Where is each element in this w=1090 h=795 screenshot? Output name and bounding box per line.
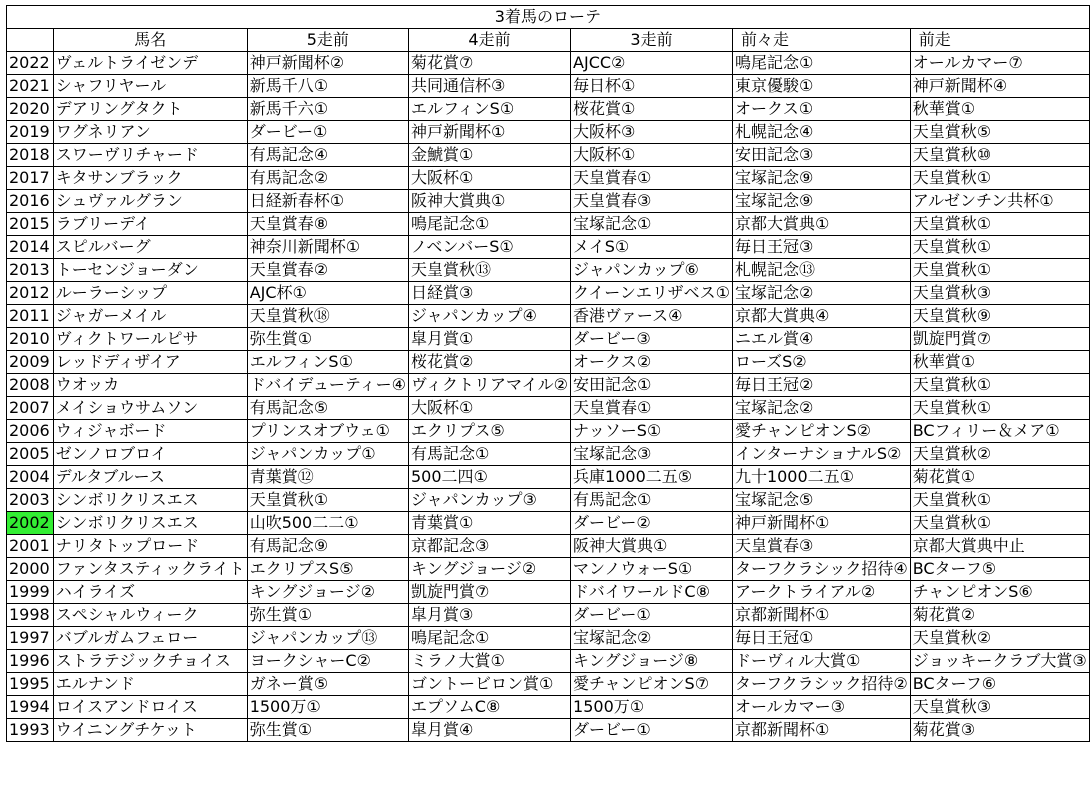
horse-name-cell[interactable]: デルタブルース bbox=[53, 466, 247, 489]
run5-cell[interactable]: ヨークシャーC② bbox=[247, 650, 408, 673]
table-row bbox=[7, 581, 1090, 604]
horse-name-cell[interactable]: シャフリヤール bbox=[53, 75, 247, 98]
run4-cell[interactable]: ジャパンカップ④ bbox=[408, 305, 570, 328]
run3-cell[interactable]: 有馬記念① bbox=[571, 489, 733, 512]
table-title[interactable]: 3着馬のローテ bbox=[7, 6, 1090, 29]
horse-name-cell[interactable]: シンボリクリスエス bbox=[53, 489, 247, 512]
year-cell[interactable]: 2017 bbox=[7, 167, 54, 190]
run5-cell[interactable]: 天皇賞秋① bbox=[247, 489, 408, 512]
run5-cell[interactable]: 神戸新聞杯② bbox=[247, 52, 408, 75]
run5-cell[interactable]: AJC杯① bbox=[247, 282, 408, 305]
run4-cell[interactable]: 500二四① bbox=[408, 466, 570, 489]
table-row bbox=[7, 121, 1090, 144]
run3-cell[interactable]: ナッソーS① bbox=[571, 420, 733, 443]
run3-cell[interactable]: 桜花賞① bbox=[571, 98, 733, 121]
last-run-cell[interactable]: 天皇賞秋② bbox=[910, 627, 1089, 650]
year-cell[interactable]: 2005 bbox=[7, 443, 54, 466]
year-cell[interactable]: 1999 bbox=[7, 581, 54, 604]
table-row bbox=[7, 420, 1090, 443]
horse-name-cell[interactable]: ロイスアンドロイス bbox=[53, 696, 247, 719]
run3-cell[interactable]: マンノウォーS① bbox=[571, 558, 733, 581]
last-run-cell[interactable]: 秋華賞① bbox=[910, 351, 1089, 374]
run3-cell[interactable]: ジャパンカップ⑥ bbox=[571, 259, 733, 282]
year-cell[interactable]: 1997 bbox=[7, 627, 54, 650]
run2-cell[interactable]: 神戸新聞杯① bbox=[732, 512, 910, 535]
run3-cell[interactable]: メイS① bbox=[571, 236, 733, 259]
run3-cell[interactable]: ダービー③ bbox=[571, 328, 733, 351]
last-run-cell[interactable]: 菊花賞① bbox=[910, 466, 1089, 489]
run4-cell[interactable]: エクリプス⑤ bbox=[408, 420, 570, 443]
run4-cell[interactable]: 天皇賞秋⑬ bbox=[408, 259, 570, 282]
horse-name-cell[interactable]: バブルガムフェロー bbox=[53, 627, 247, 650]
run5-cell[interactable]: ガネー賞⑤ bbox=[247, 673, 408, 696]
run5-cell[interactable]: 天皇賞秋⑱ bbox=[247, 305, 408, 328]
horse-name-cell[interactable]: メイショウサムソン bbox=[53, 397, 247, 420]
year-cell[interactable]: 2009 bbox=[7, 351, 54, 374]
last-run-cell[interactable]: ジョッキークラブ大賞③ bbox=[910, 650, 1089, 673]
last-run-cell[interactable]: 天皇賞秋① bbox=[910, 236, 1089, 259]
run4-cell[interactable]: 菊花賞⑦ bbox=[408, 52, 570, 75]
year-cell[interactable]: 2002 bbox=[7, 512, 54, 535]
run5-cell[interactable]: 有馬記念② bbox=[247, 167, 408, 190]
run2-cell[interactable]: 宝塚記念⑨ bbox=[732, 167, 910, 190]
horse-name-cell[interactable]: ウオッカ bbox=[53, 374, 247, 397]
title-row bbox=[7, 6, 1090, 29]
horse-name-cell[interactable]: ヴィクトワールピサ bbox=[53, 328, 247, 351]
last-run-cell[interactable]: アルゼンチン共杯① bbox=[910, 190, 1089, 213]
run5-cell[interactable]: キングジョージ② bbox=[247, 581, 408, 604]
run2-cell[interactable]: 毎日王冠② bbox=[732, 374, 910, 397]
table-row bbox=[7, 489, 1090, 512]
last-run-cell[interactable]: 天皇賞秋① bbox=[910, 167, 1089, 190]
run3-cell[interactable]: ダービー① bbox=[571, 719, 733, 742]
run2-cell[interactable]: 東京優駿① bbox=[732, 75, 910, 98]
header-row bbox=[7, 29, 1090, 52]
table-row bbox=[7, 351, 1090, 374]
run3-cell[interactable]: 1500万① bbox=[571, 696, 733, 719]
header-cell-run5[interactable]: 5走前 bbox=[247, 29, 408, 52]
year-cell[interactable]: 2022 bbox=[7, 52, 54, 75]
run3-cell[interactable]: 愛チャンピオンS⑦ bbox=[571, 673, 733, 696]
run5-cell[interactable]: エルフィンS① bbox=[247, 351, 408, 374]
run2-cell[interactable]: 愛チャンピオンS② bbox=[732, 420, 910, 443]
run2-cell[interactable]: 京都大賞典① bbox=[732, 213, 910, 236]
horse-name-cell[interactable]: シュヴァルグラン bbox=[53, 190, 247, 213]
run3-cell[interactable]: 毎日杯① bbox=[571, 75, 733, 98]
run2-cell[interactable]: 京都新聞杯① bbox=[732, 719, 910, 742]
run2-cell[interactable]: ターフクラシック招待④ bbox=[732, 558, 910, 581]
run4-cell[interactable]: 鳴尾記念① bbox=[408, 213, 570, 236]
horse-name-cell[interactable]: スワーヴリチャード bbox=[53, 144, 247, 167]
horse-name-cell[interactable]: ゼンノロブロイ bbox=[53, 443, 247, 466]
run2-cell[interactable]: ニエル賞④ bbox=[732, 328, 910, 351]
run5-cell[interactable]: 弥生賞① bbox=[247, 328, 408, 351]
run2-cell[interactable]: 安田記念③ bbox=[732, 144, 910, 167]
year-cell[interactable]: 2020 bbox=[7, 98, 54, 121]
last-run-cell[interactable]: 天皇賞秋① bbox=[910, 374, 1089, 397]
run3-cell[interactable]: キングジョージ⑧ bbox=[571, 650, 733, 673]
run2-cell[interactable]: 鳴尾記念① bbox=[732, 52, 910, 75]
table-row bbox=[7, 604, 1090, 627]
run3-cell[interactable]: 宝塚記念① bbox=[571, 213, 733, 236]
run2-cell[interactable]: 京都大賞典④ bbox=[732, 305, 910, 328]
run4-cell[interactable]: 阪神大賞典① bbox=[408, 190, 570, 213]
run5-cell[interactable]: 山吹500二二① bbox=[247, 512, 408, 535]
run4-cell[interactable]: 皐月賞① bbox=[408, 328, 570, 351]
horse-name-cell[interactable]: トーセンジョーダン bbox=[53, 259, 247, 282]
year-cell[interactable]: 2021 bbox=[7, 75, 54, 98]
run5-cell[interactable]: エクリプスS⑤ bbox=[247, 558, 408, 581]
rotation-table bbox=[6, 5, 1090, 742]
year-cell[interactable]: 2018 bbox=[7, 144, 54, 167]
horse-name-cell[interactable]: ウィジャボード bbox=[53, 420, 247, 443]
run5-cell[interactable]: 新馬千六① bbox=[247, 98, 408, 121]
table-row bbox=[7, 374, 1090, 397]
header-cell-run2[interactable]: 前々走 bbox=[732, 29, 910, 52]
run5-cell[interactable]: 弥生賞① bbox=[247, 604, 408, 627]
table-row bbox=[7, 282, 1090, 305]
run2-cell[interactable]: ターフクラシック招待② bbox=[732, 673, 910, 696]
run4-cell[interactable]: エルフィンS① bbox=[408, 98, 570, 121]
run2-cell[interactable]: 宝塚記念⑨ bbox=[732, 190, 910, 213]
run5-cell[interactable]: 日経新春杯① bbox=[247, 190, 408, 213]
run3-cell[interactable]: 天皇賞春① bbox=[571, 167, 733, 190]
run3-cell[interactable]: オークス② bbox=[571, 351, 733, 374]
run5-cell[interactable]: 1500万① bbox=[247, 696, 408, 719]
horse-name-cell[interactable]: エルナンド bbox=[53, 673, 247, 696]
run2-cell[interactable]: アークトライアル② bbox=[732, 581, 910, 604]
run5-cell[interactable]: 有馬記念⑤ bbox=[247, 397, 408, 420]
year-cell[interactable]: 1998 bbox=[7, 604, 54, 627]
last-run-cell[interactable]: 天皇賞秋② bbox=[910, 443, 1089, 466]
last-run-cell[interactable]: 凱旋門賞⑦ bbox=[910, 328, 1089, 351]
run2-cell[interactable]: 宝塚記念② bbox=[732, 282, 910, 305]
year-cell[interactable]: 2015 bbox=[7, 213, 54, 236]
run4-cell[interactable]: 金鯱賞① bbox=[408, 144, 570, 167]
table-row bbox=[7, 627, 1090, 650]
table-row bbox=[7, 167, 1090, 190]
table-row bbox=[7, 397, 1090, 420]
run3-cell[interactable]: 安田記念① bbox=[571, 374, 733, 397]
run4-cell[interactable]: 大阪杯① bbox=[408, 397, 570, 420]
run2-cell[interactable]: 毎日王冠① bbox=[732, 627, 910, 650]
run5-cell[interactable]: 青葉賞⑫ bbox=[247, 466, 408, 489]
run2-cell[interactable]: 天皇賞春③ bbox=[732, 535, 910, 558]
table-row bbox=[7, 673, 1090, 696]
run4-cell[interactable]: ヴィクトリアマイル② bbox=[408, 374, 570, 397]
run5-cell[interactable]: ジャパンカップ① bbox=[247, 443, 408, 466]
last-run-cell[interactable]: 京都大賞典中止 bbox=[910, 535, 1089, 558]
table-row bbox=[7, 190, 1090, 213]
header-cell-year[interactable] bbox=[7, 29, 54, 52]
run3-cell[interactable]: ドバイワールドC⑧ bbox=[571, 581, 733, 604]
horse-name-cell[interactable]: スピルバーグ bbox=[53, 236, 247, 259]
table-row bbox=[7, 512, 1090, 535]
run2-cell[interactable]: 札幌記念⑬ bbox=[732, 259, 910, 282]
run5-cell[interactable]: 弥生賞① bbox=[247, 719, 408, 742]
horse-name-cell[interactable]: ハイライズ bbox=[53, 581, 247, 604]
run4-cell[interactable]: 有馬記念① bbox=[408, 443, 570, 466]
run4-cell[interactable]: 共同通信杯③ bbox=[408, 75, 570, 98]
run3-cell[interactable]: AJCC② bbox=[571, 52, 733, 75]
run2-cell[interactable]: 九十1000二五① bbox=[732, 466, 910, 489]
run2-cell[interactable]: オールカマー③ bbox=[732, 696, 910, 719]
table-row bbox=[7, 443, 1090, 466]
last-run-cell[interactable]: BCターフ⑤ bbox=[910, 558, 1089, 581]
run4-cell[interactable]: 鳴尾記念① bbox=[408, 627, 570, 650]
run2-cell[interactable]: 毎日王冠③ bbox=[732, 236, 910, 259]
run3-cell[interactable]: ダービー① bbox=[571, 604, 733, 627]
horse-name-cell[interactable]: スペシャルウィーク bbox=[53, 604, 247, 627]
last-run-cell[interactable]: 神戸新聞杯④ bbox=[910, 75, 1089, 98]
run2-cell[interactable]: オークス① bbox=[732, 98, 910, 121]
year-cell[interactable]: 2001 bbox=[7, 535, 54, 558]
horse-name-cell[interactable]: シンボリクリスエス bbox=[53, 512, 247, 535]
run2-cell[interactable]: ドーヴィル大賞① bbox=[732, 650, 910, 673]
year-cell[interactable]: 2006 bbox=[7, 420, 54, 443]
last-run-cell[interactable]: 秋華賞① bbox=[910, 98, 1089, 121]
run4-cell[interactable]: 凱旋門賞⑦ bbox=[408, 581, 570, 604]
year-cell[interactable]: 2003 bbox=[7, 489, 54, 512]
run5-cell[interactable]: ダービー① bbox=[247, 121, 408, 144]
run2-cell[interactable]: 宝塚記念② bbox=[732, 397, 910, 420]
run2-cell[interactable]: 札幌記念④ bbox=[732, 121, 910, 144]
year-cell[interactable]: 2010 bbox=[7, 328, 54, 351]
year-cell[interactable]: 2014 bbox=[7, 236, 54, 259]
horse-name-cell[interactable]: キタサンブラック bbox=[53, 167, 247, 190]
run5-cell[interactable]: 新馬千八① bbox=[247, 75, 408, 98]
run2-cell[interactable]: 京都新聞杯① bbox=[732, 604, 910, 627]
run5-cell[interactable]: 天皇賞春② bbox=[247, 259, 408, 282]
horse-name-cell[interactable]: ヴェルトライゼンデ bbox=[53, 52, 247, 75]
run5-cell[interactable]: ジャパンカップ⑬ bbox=[247, 627, 408, 650]
last-run-cell[interactable]: 天皇賞秋⑩ bbox=[910, 144, 1089, 167]
run4-cell[interactable]: 京都記念③ bbox=[408, 535, 570, 558]
last-run-cell[interactable]: 天皇賞秋③ bbox=[910, 696, 1089, 719]
horse-name-cell[interactable]: ルーラーシップ bbox=[53, 282, 247, 305]
last-run-cell[interactable]: BCターフ⑥ bbox=[910, 673, 1089, 696]
horse-name-cell[interactable]: デアリングタクト bbox=[53, 98, 247, 121]
horse-name-cell[interactable]: ジャガーメイル bbox=[53, 305, 247, 328]
run5-cell[interactable]: 有馬記念④ bbox=[247, 144, 408, 167]
run5-cell[interactable]: 天皇賞春⑧ bbox=[247, 213, 408, 236]
run2-cell[interactable]: ローズS② bbox=[732, 351, 910, 374]
table-row bbox=[7, 466, 1090, 489]
run4-cell[interactable]: 青葉賞① bbox=[408, 512, 570, 535]
run4-cell[interactable]: ノベンバーS① bbox=[408, 236, 570, 259]
run4-cell[interactable]: ゴントービロン賞① bbox=[408, 673, 570, 696]
run5-cell[interactable]: 有馬記念⑨ bbox=[247, 535, 408, 558]
year-cell[interactable]: 1993 bbox=[7, 719, 54, 742]
run3-cell[interactable]: 阪神大賞典① bbox=[571, 535, 733, 558]
year-cell[interactable]: 2016 bbox=[7, 190, 54, 213]
last-run-cell[interactable]: 菊花賞③ bbox=[910, 719, 1089, 742]
run4-cell[interactable]: キングジョージ② bbox=[408, 558, 570, 581]
year-cell[interactable]: 1996 bbox=[7, 650, 54, 673]
last-run-cell[interactable]: 天皇賞秋⑨ bbox=[910, 305, 1089, 328]
table-row bbox=[7, 558, 1090, 581]
table-row bbox=[7, 328, 1090, 351]
run4-cell[interactable]: エプソムC⑧ bbox=[408, 696, 570, 719]
year-cell[interactable]: 2019 bbox=[7, 121, 54, 144]
table-row bbox=[7, 52, 1090, 75]
year-cell[interactable]: 2013 bbox=[7, 259, 54, 282]
run5-cell[interactable]: 神奈川新聞杯① bbox=[247, 236, 408, 259]
last-run-cell[interactable]: 菊花賞② bbox=[910, 604, 1089, 627]
table-row bbox=[7, 259, 1090, 282]
year-cell[interactable]: 2000 bbox=[7, 558, 54, 581]
run4-cell[interactable]: 神戸新聞杯① bbox=[408, 121, 570, 144]
last-run-cell[interactable]: オールカマー⑦ bbox=[910, 52, 1089, 75]
last-run-cell[interactable]: 天皇賞秋① bbox=[910, 512, 1089, 535]
table-row bbox=[7, 75, 1090, 98]
year-cell[interactable]: 1995 bbox=[7, 673, 54, 696]
run2-cell[interactable]: インターナショナルS② bbox=[732, 443, 910, 466]
run5-cell[interactable]: プリンスオブウェ① bbox=[247, 420, 408, 443]
last-run-cell[interactable]: 天皇賞秋① bbox=[910, 259, 1089, 282]
header-cell-horse[interactable]: 馬名 bbox=[53, 29, 247, 52]
last-run-cell[interactable]: チャンピオンS⑥ bbox=[910, 581, 1089, 604]
table-row bbox=[7, 213, 1090, 236]
horse-name-cell[interactable]: ファンタスティックライト bbox=[53, 558, 247, 581]
run3-cell[interactable]: 宝塚記念③ bbox=[571, 443, 733, 466]
horse-name-cell[interactable]: ナリタトップロード bbox=[53, 535, 247, 558]
table-row bbox=[7, 535, 1090, 558]
year-cell[interactable]: 2004 bbox=[7, 466, 54, 489]
run3-cell[interactable]: 大阪杯① bbox=[571, 144, 733, 167]
run3-cell[interactable]: 兵庫1000二五⑤ bbox=[571, 466, 733, 489]
run3-cell[interactable]: 香港ヴァース④ bbox=[571, 305, 733, 328]
horse-name-cell[interactable]: ラブリーデイ bbox=[53, 213, 247, 236]
last-run-cell[interactable]: 天皇賞秋① bbox=[910, 213, 1089, 236]
table-row bbox=[7, 305, 1090, 328]
horse-name-cell[interactable]: レッドディザイア bbox=[53, 351, 247, 374]
run3-cell[interactable]: 大阪杯③ bbox=[571, 121, 733, 144]
run4-cell[interactable]: 皐月賞④ bbox=[408, 719, 570, 742]
run4-cell[interactable]: 皐月賞③ bbox=[408, 604, 570, 627]
table-row bbox=[7, 696, 1090, 719]
last-run-cell[interactable]: 天皇賞秋① bbox=[910, 489, 1089, 512]
year-cell[interactable]: 1994 bbox=[7, 696, 54, 719]
run4-cell[interactable]: 日経賞③ bbox=[408, 282, 570, 305]
horse-name-cell[interactable]: ワグネリアン bbox=[53, 121, 247, 144]
last-run-cell[interactable]: 天皇賞秋③ bbox=[910, 282, 1089, 305]
year-cell[interactable]: 2008 bbox=[7, 374, 54, 397]
header-cell-run4[interactable]: 4走前 bbox=[408, 29, 570, 52]
run3-cell[interactable]: 天皇賞春① bbox=[571, 397, 733, 420]
horse-name-cell[interactable]: ウイニングチケット bbox=[53, 719, 247, 742]
last-run-cell[interactable]: 天皇賞秋⑤ bbox=[910, 121, 1089, 144]
year-cell[interactable]: 2011 bbox=[7, 305, 54, 328]
header-cell-run3[interactable]: 3走前 bbox=[571, 29, 733, 52]
year-cell[interactable]: 2012 bbox=[7, 282, 54, 305]
run2-cell[interactable]: 宝塚記念⑤ bbox=[732, 489, 910, 512]
run3-cell[interactable]: ダービー② bbox=[571, 512, 733, 535]
table-row bbox=[7, 236, 1090, 259]
year-cell[interactable]: 2007 bbox=[7, 397, 54, 420]
run5-cell[interactable]: ドバイデューティー④ bbox=[247, 374, 408, 397]
run4-cell[interactable]: 桜花賞② bbox=[408, 351, 570, 374]
last-run-cell[interactable]: BCフィリー＆メア① bbox=[910, 420, 1089, 443]
run4-cell[interactable]: ミラノ大賞① bbox=[408, 650, 570, 673]
run4-cell[interactable]: ジャパンカップ③ bbox=[408, 489, 570, 512]
run3-cell[interactable]: 宝塚記念② bbox=[571, 627, 733, 650]
table-row bbox=[7, 650, 1090, 673]
horse-name-cell[interactable]: ストラテジックチョイス bbox=[53, 650, 247, 673]
run4-cell[interactable]: 大阪杯① bbox=[408, 167, 570, 190]
last-run-cell[interactable]: 天皇賞秋① bbox=[910, 397, 1089, 420]
header-cell-last[interactable]: 前走 bbox=[910, 29, 1089, 52]
table-row bbox=[7, 719, 1090, 742]
run3-cell[interactable]: クイーンエリザベス① bbox=[571, 282, 733, 305]
table-row bbox=[7, 98, 1090, 121]
run3-cell[interactable]: 天皇賞春③ bbox=[571, 190, 733, 213]
table-row bbox=[7, 144, 1090, 167]
